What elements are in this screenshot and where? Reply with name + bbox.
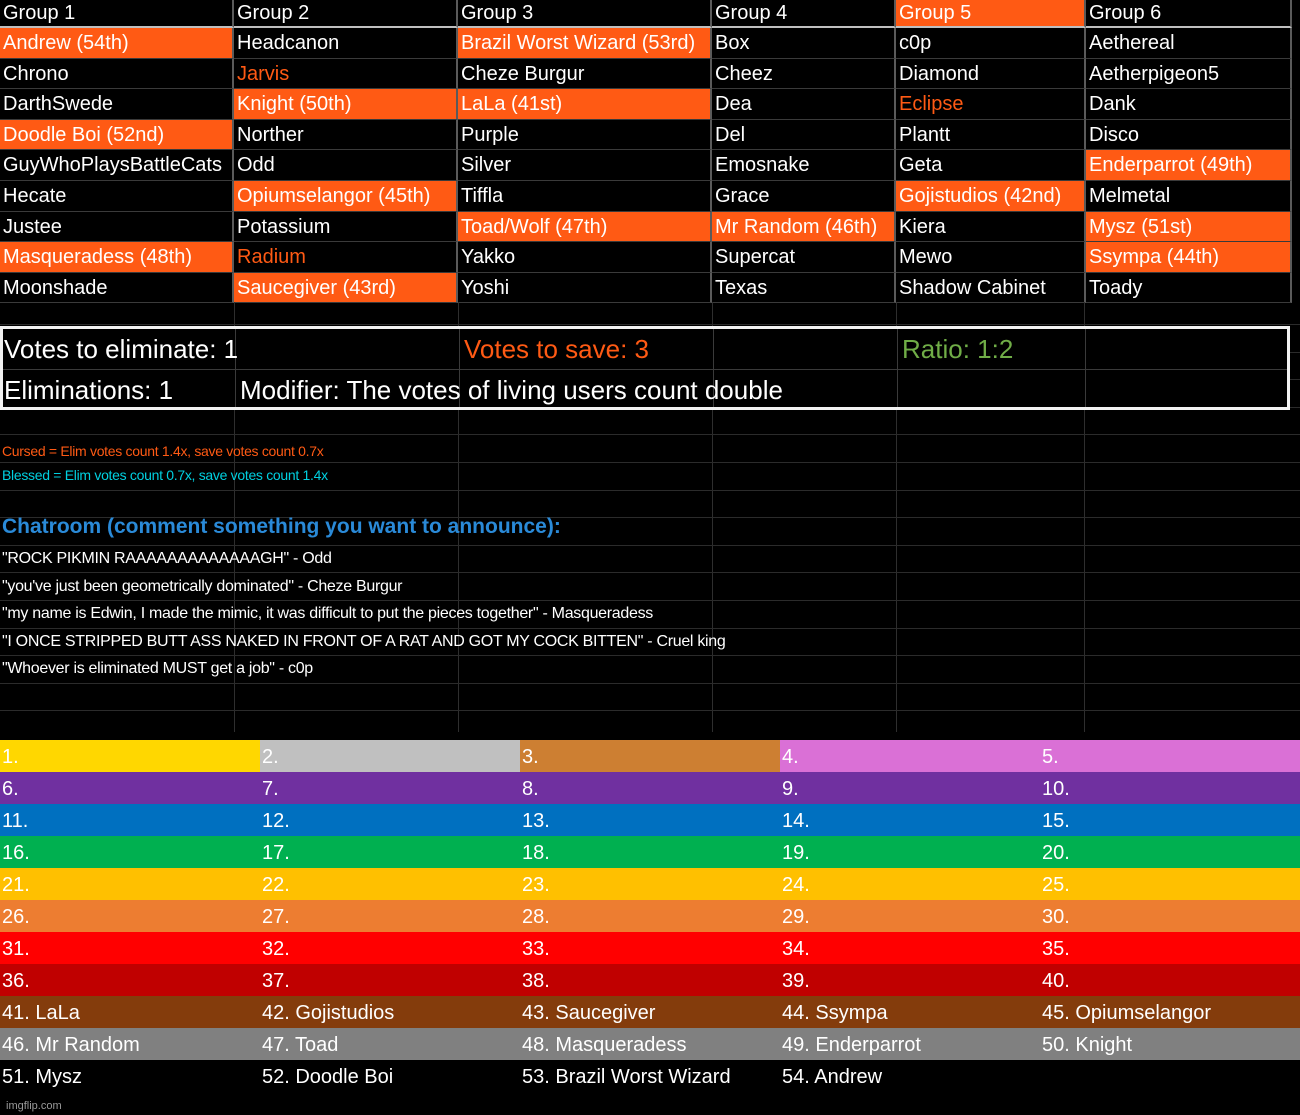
group-header: Group 2 (234, 0, 458, 28)
group-member: Odd (234, 150, 458, 181)
group-member: GuyWhoPlaysBattleCats (0, 150, 234, 181)
rank-cell: 50. Knight (1040, 1028, 1300, 1060)
rank-cell: 53. Brazil Worst Wizard (520, 1060, 780, 1092)
group-member: Diamond (896, 59, 1086, 90)
group-member: Toady (1086, 273, 1292, 304)
rank-cell: 49. Enderparrot (780, 1028, 1040, 1060)
votes-to-save: Votes to save: 3 (464, 334, 650, 364)
blessed-legend: Blessed = Elim votes count 0.7x, save votes count 1.4x (2, 467, 328, 483)
group-member: Mewo (896, 242, 1086, 273)
rank-cell: 32. (260, 932, 520, 964)
group-member: Grace (712, 181, 896, 212)
votes-to-eliminate: Votes to eliminate: 1 (4, 334, 239, 364)
group-header: Group 6 (1086, 0, 1292, 28)
group-header: Group 1 (0, 0, 234, 28)
group-member: Mr Random (46th) (712, 212, 896, 243)
rank-cell: 52. Doodle Boi (260, 1060, 520, 1092)
rank-cell: 41. LaLa (0, 996, 260, 1028)
group-member: Yakko (458, 242, 712, 273)
group-member: Eclipse (896, 89, 1086, 120)
chat-message: "you've just been geometrically dominated" - Cheze Burgur (2, 577, 403, 595)
group-member: Aetherpigeon5 (1086, 59, 1292, 90)
rankings-table (0, 740, 1300, 1092)
group-member: Disco (1086, 120, 1292, 151)
rank-cell: 43. Saucegiver (520, 996, 780, 1028)
group-member: Cheze Burgur (458, 59, 712, 90)
rank-row (0, 836, 1300, 868)
group-header: Group 5 (896, 0, 1086, 28)
group-member: Chrono (0, 59, 234, 90)
group-member: Toad/Wolf (47th) (458, 212, 712, 243)
rank-cell: 14. (780, 804, 1040, 836)
group-member: Norther (234, 120, 458, 151)
rank-cell: 51. Mysz (0, 1060, 260, 1092)
eliminations: Eliminations: 1 (4, 375, 174, 405)
rank-cell: 27. (260, 900, 520, 932)
group-member: Box (712, 28, 896, 59)
rank-cell: 22. (260, 868, 520, 900)
group-member: Purple (458, 120, 712, 151)
rank-cell: 37. (260, 964, 520, 996)
rank-cell: 33. (520, 932, 780, 964)
rank-cell: 26. (0, 900, 260, 932)
votes-col-line (897, 329, 898, 407)
rank-cell: 29. (780, 900, 1040, 932)
group-row (0, 150, 1292, 181)
group-member: Brazil Worst Wizard (53rd) (458, 28, 712, 59)
group-member: Texas (712, 273, 896, 304)
rank-cell: 2. (260, 740, 520, 772)
rank-cell: 5. (1040, 740, 1300, 772)
grid-line (0, 434, 1300, 435)
group-member: Cheez (712, 59, 896, 90)
rank-cell: 35. (1040, 932, 1300, 964)
group-member: Knight (50th) (234, 89, 458, 120)
chat-message: "ROCK PIKMIN RAAAAAAAAAAAAAGH" - Odd (2, 550, 332, 567)
watermark: imgflip.com (6, 1100, 62, 1112)
group-member: Dank (1086, 89, 1292, 120)
rank-cell: 36. (0, 964, 260, 996)
group-member: Doodle Boi (52nd) (0, 120, 234, 151)
group-member: Hecate (0, 181, 234, 212)
rank-cell: 31. (0, 932, 260, 964)
rank-row (0, 932, 1300, 964)
group-row (0, 59, 1292, 90)
rank-cell: 38. (520, 964, 780, 996)
group-member: Opiumselangor (45th) (234, 181, 458, 212)
group-member: Tiffla (458, 181, 712, 212)
rank-cell: 34. (780, 932, 1040, 964)
rank-cell: 8. (520, 772, 780, 804)
chat-messages (2, 545, 725, 683)
rank-cell: 40. (1040, 964, 1300, 996)
group-member: Headcanon (234, 28, 458, 59)
group-row (0, 28, 1292, 59)
ratio: Ratio: 1:2 (902, 334, 1014, 364)
grid-line (0, 324, 1300, 325)
modifier: Modifier: The votes of living users count double (240, 375, 783, 405)
group-row (0, 120, 1292, 151)
rank-cell: 24. (780, 868, 1040, 900)
rank-cell: 42. Gojistudios (260, 996, 520, 1028)
rank-cell: 4. (780, 740, 1040, 772)
group-member: DarthSwede (0, 89, 234, 120)
rank-row (0, 900, 1300, 932)
rank-row (0, 1060, 1300, 1092)
rank-cell: 46. Mr Random (0, 1028, 260, 1060)
rank-cell (1040, 1060, 1300, 1092)
rank-cell: 48. Masqueradess (520, 1028, 780, 1060)
group-member: Silver (458, 150, 712, 181)
group-row (0, 89, 1292, 120)
group-header: Group 4 (712, 0, 896, 28)
rank-row (0, 964, 1300, 996)
group-member: Andrew (54th) (0, 28, 234, 59)
group-member: Plantt (896, 120, 1086, 151)
group-member: Yoshi (458, 273, 712, 304)
group-member: Supercat (712, 242, 896, 273)
group-member: Ssympa (44th) (1086, 242, 1292, 273)
rank-cell: 11. (0, 804, 260, 836)
group-header: Group 3 (458, 0, 712, 28)
rank-cell: 10. (1040, 772, 1300, 804)
group-member: Mysz (51st) (1086, 212, 1292, 243)
rank-cell: 3. (520, 740, 780, 772)
group-member: LaLa (41st) (458, 89, 712, 120)
group-member: Justee (0, 212, 234, 243)
group-member: Jarvis (234, 59, 458, 90)
rank-row (0, 804, 1300, 836)
rank-cell: 21. (0, 868, 260, 900)
group-row (0, 181, 1292, 212)
rank-cell: 47. Toad (260, 1028, 520, 1060)
rank-cell: 15. (1040, 804, 1300, 836)
group-member: Emosnake (712, 150, 896, 181)
groups-header-row (0, 0, 1292, 28)
rank-cell: 12. (260, 804, 520, 836)
rank-cell: 6. (0, 772, 260, 804)
rank-cell: 30. (1040, 900, 1300, 932)
grid-line (0, 490, 1300, 491)
chatroom-title: Chatroom (comment something you want to announce): (2, 515, 561, 538)
group-member: Del (712, 120, 896, 151)
group-member: Kiera (896, 212, 1086, 243)
rank-row (0, 996, 1300, 1028)
chat-message: "I ONCE STRIPPED BUTT ASS NAKED IN FRONT OF A RAT AND GOT MY COCK BITTEN" - Cruel king (2, 632, 726, 650)
votes-col-line (1085, 329, 1086, 407)
group-member: Masqueradess (48th) (0, 242, 234, 273)
rank-cell: 16. (0, 836, 260, 868)
rank-cell: 17. (260, 836, 520, 868)
cursed-legend: Cursed = Elim votes count 1.4x, save votes count 0.7x (2, 443, 324, 459)
chat-message: "Whoever is eliminated MUST get a job" - c0p (2, 660, 313, 678)
rank-cell: 13. (520, 804, 780, 836)
rank-cell: 44. Ssympa (780, 996, 1040, 1028)
group-row (0, 273, 1292, 304)
chat-message: "my name is Edwin, I made the mimic, it was difficult to put the pieces together" - Masqueradess (2, 605, 654, 623)
rank-cell: 23. (520, 868, 780, 900)
group-member: Saucegiver (43rd) (234, 273, 458, 304)
group-member: Potassium (234, 212, 458, 243)
group-member: Gojistudios (42nd) (896, 181, 1086, 212)
group-member: Shadow Cabinet (896, 273, 1086, 304)
group-row (0, 242, 1292, 273)
group-member: Aethereal (1086, 28, 1292, 59)
rank-cell: 25. (1040, 868, 1300, 900)
group-member: Radium (234, 242, 458, 273)
rank-cell: 20. (1040, 836, 1300, 868)
rank-cell: 18. (520, 836, 780, 868)
rank-cell: 19. (780, 836, 1040, 868)
group-member: Dea (712, 89, 896, 120)
group-member: Geta (896, 150, 1086, 181)
rank-cell: 1. (0, 740, 260, 772)
group-member: Moonshade (0, 273, 234, 304)
rank-row (0, 1028, 1300, 1060)
votes-box (0, 326, 1290, 410)
grid-line (0, 462, 1300, 463)
group-row (0, 212, 1292, 243)
rank-row (0, 868, 1300, 900)
groups-table (0, 0, 1292, 303)
rank-cell: 28. (520, 900, 780, 932)
group-member: Melmetal (1086, 181, 1292, 212)
rank-cell: 9. (780, 772, 1040, 804)
rank-row (0, 772, 1300, 804)
rank-row (0, 740, 1300, 772)
group-member: Enderparrot (49th) (1086, 150, 1292, 181)
rank-cell: 45. Opiumselangor (1040, 996, 1300, 1028)
rank-cell: 54. Andrew (780, 1060, 1040, 1092)
group-member: c0p (896, 28, 1086, 59)
grid-line (0, 710, 1300, 711)
rank-cell: 39. (780, 964, 1040, 996)
rank-cell: 7. (260, 772, 520, 804)
